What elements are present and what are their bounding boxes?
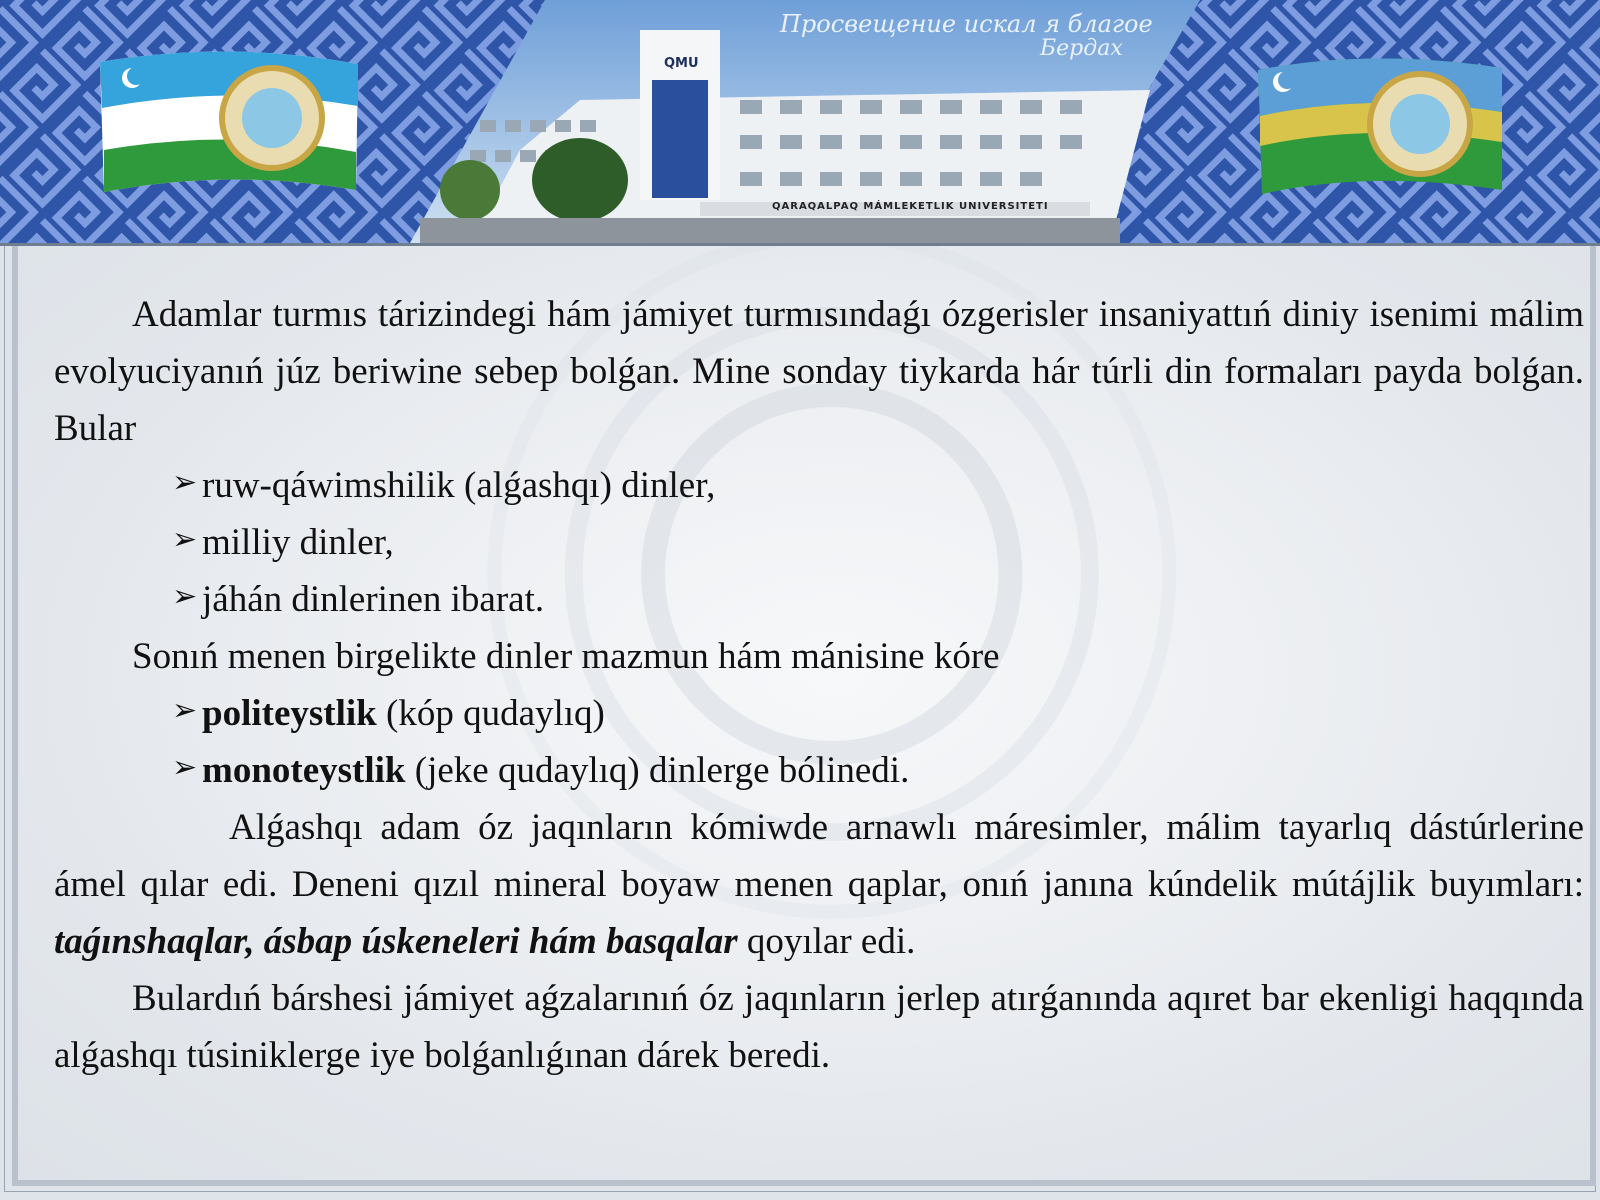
arrow-bullet-icon: ➢ bbox=[172, 751, 198, 784]
term-politeystlik: politeystlik bbox=[202, 693, 377, 734]
header-banner bbox=[0, 0, 1600, 246]
bullet-item bbox=[54, 457, 1584, 514]
bullet-text: milliy dinler, bbox=[202, 522, 394, 563]
bullet-text: (kóp qudaylıq) bbox=[376, 693, 605, 734]
paragraph-3-end: qoyılar edi. bbox=[737, 921, 916, 962]
tower-label: QMU bbox=[664, 56, 699, 71]
paragraph-1: Adamlar turmıs tárizindegi hám jámiyet turmısındaǵı ózgerisler insaniyattıń diniy isenimi málim evolyuciyanıń júz beriwine sebep bolǵan. Mine sonday tiykarda hár túrli din formaları payda bolǵan. Bular bbox=[54, 294, 1584, 449]
arrow-bullet-icon: ➢ bbox=[172, 694, 198, 727]
bullet-text: jáhán dinlerinen ibarat. bbox=[202, 579, 545, 620]
paragraph-3-emphasis: taǵınshaqlar, ásbap úskeneleri hám basqalar bbox=[54, 921, 738, 962]
arrow-bullet-icon: ➢ bbox=[172, 580, 198, 613]
paragraph-2: Sonıń menen birgelikte dinler mazmun hám mánisine kóre bbox=[132, 636, 1000, 677]
text-panel bbox=[12, 246, 1596, 1186]
bullet-item bbox=[54, 685, 1584, 742]
body-text bbox=[54, 286, 1584, 1084]
paragraph-3 bbox=[54, 799, 1584, 970]
bullet-text: ruw-qáwimshilik (alǵashqı) dinler, bbox=[202, 465, 716, 506]
bullet-text: (jeke qudaylıq) dinlerge bólinedi. bbox=[405, 750, 910, 791]
paragraph-3-start: Alǵashqı adam óz jaqınların kómiwde arnawlı máresimler, málim tayarlıq dástúrlerine ámel qılar edi. Deneni qızıl mineral boyaw menen qaplar, onıń janına kúndelik mútájlik buyımları: bbox=[54, 807, 1584, 905]
banner-motto: Просвещение искал я благое bbox=[780, 10, 1153, 38]
arrow-bullet-icon: ➢ bbox=[172, 466, 198, 499]
bullet-item bbox=[54, 514, 1584, 571]
paragraph-4: Bulardıń bárshesi jámiyet aǵzalarınıń óz jaqınların jerlep atırǵanında aqıret bar ekenligi haqqında alǵashqı túsiniklerge iye bolǵanlıǵınan dárek beredi. bbox=[54, 978, 1584, 1076]
term-monoteystlik: monoteystlik bbox=[202, 750, 406, 791]
university-sign: QARAQALPAQ MÁMLEKETLIK UNIVERSITETI bbox=[772, 201, 1049, 212]
bullet-item bbox=[54, 571, 1584, 628]
arrow-bullet-icon: ➢ bbox=[172, 523, 198, 556]
bullet-item bbox=[54, 742, 1584, 799]
banner-motto-author: Бердах bbox=[1040, 36, 1123, 61]
